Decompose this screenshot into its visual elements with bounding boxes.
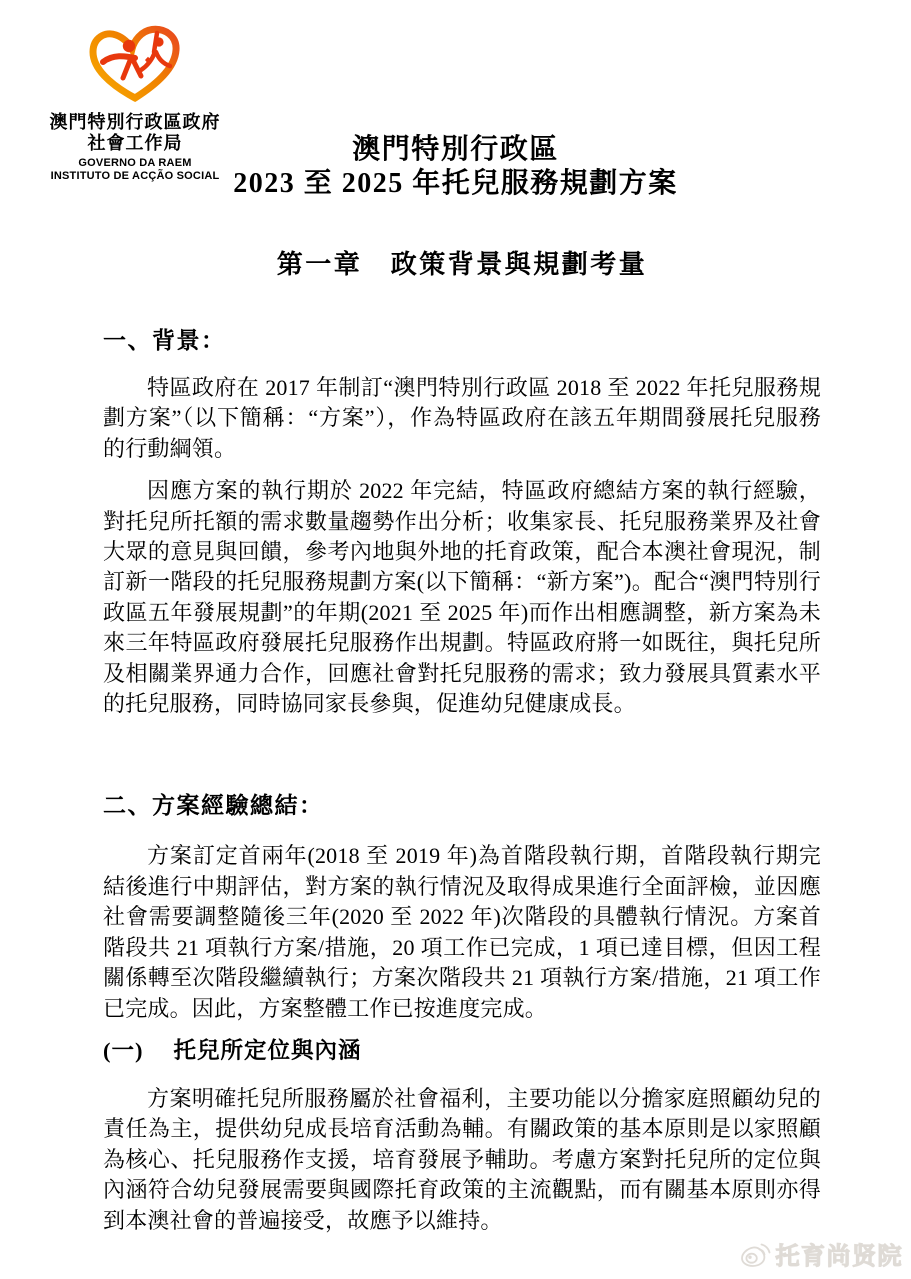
section-1-heading: 一、背景： xyxy=(103,328,226,353)
section-2-heading: 二、方案經驗總結： xyxy=(103,793,324,819)
org-name-cn-line1: 澳門特別行政區政府 xyxy=(49,112,221,132)
subsection-1-title: 托兒所定位與內涵 xyxy=(173,1037,362,1063)
subsection-1-paragraph-1: 方案明確托兒所服務屬於社會福利，主要功能以分擔家庭照顧幼兒的責任為主，提供幼兒成長培育活動為輔。有關政策的基本原則是以家照顧為核心、托兒服務作支援，培育發展予輔助。考慮方案對托兒所的定位與內涵符合幼兒發展需要與國際托育政策的主流觀點，而有關基本原則亦得到本澳社會的普遍接受，故應予以維持。 xyxy=(103,1085,821,1233)
org-name-pt-line1: GOVERNO DA RAEM xyxy=(78,157,192,169)
org-name-pt-line2: INSTITUTO DE ACÇÃO SOCIAL xyxy=(50,169,220,182)
chapter-heading: 第一章 政策背景與規劃考量 xyxy=(276,250,648,279)
weibo-icon xyxy=(740,1240,771,1268)
watermark-text: 托育尚贤院 xyxy=(775,1243,903,1270)
section-1-paragraph-2: 因應方案的執行期於 2022 年完結，特區政府總結方案的執行經驗，對托兒所托額的需求數量趨勢作出分析；收集家長、托兒服務業界及社會大眾的意見與回饋，參考內地與外地的托育政策，配合本澳社會現況，制訂新一階段的托兒服務規劃方案(以下簡稱：“新方案”)。配合“澳門特別行政區五年發展規劃”的年期(2021 至 2025 年)而作出相應調整，新方案為未來三年特區政府發展托兒服務作出規劃。特區政府將一如既往，與托兒所及相關業界通力合作，回應社會對托兒服務的需求；致力發展具質素水平的托兒服務，同時協同家長參與，促進幼兒健康成長。 xyxy=(103,478,821,717)
document-body xyxy=(103,0,821,1236)
org-name-cn-line2: 社會工作局 xyxy=(87,133,183,153)
section-2-paragraph-1: 方案訂定首兩年(2018 至 2019 年)為首階段執行期，首階段執行期完結後進行中期評估，對方案的執行情況及取得成果進行全面評檢，並因應社會需要調整隨後三年(2020 至 2022 年)次階段的具體執行情況。方案首階段共 21 項執行方案/措施，20 項工作已完成，1 項已達目標，但因工程關係轉至次階段繼續執行；方案次階段共 21 項執行方案/措施，21 項工作已完成。因此，方案整體工作已按進度完成。 xyxy=(103,843,821,1021)
subsection-1-heading xyxy=(103,1036,821,1066)
subsection-1-number: (一) xyxy=(103,1037,144,1063)
document-title-line2: 2023 至 2025 年托兒服務規劃方案 xyxy=(233,168,678,199)
section-1-paragraph-1: 特區政府在 2017 年制訂“澳門特別行政區 2018 至 2022 年托兒服務規劃方案”（以下簡稱：“方案”），作為特區政府在該五年期間發展托兒服務的行動綱領。 xyxy=(103,375,821,461)
watermark xyxy=(740,1236,904,1271)
document-title-line1: 澳門特別行政區 xyxy=(352,134,559,165)
